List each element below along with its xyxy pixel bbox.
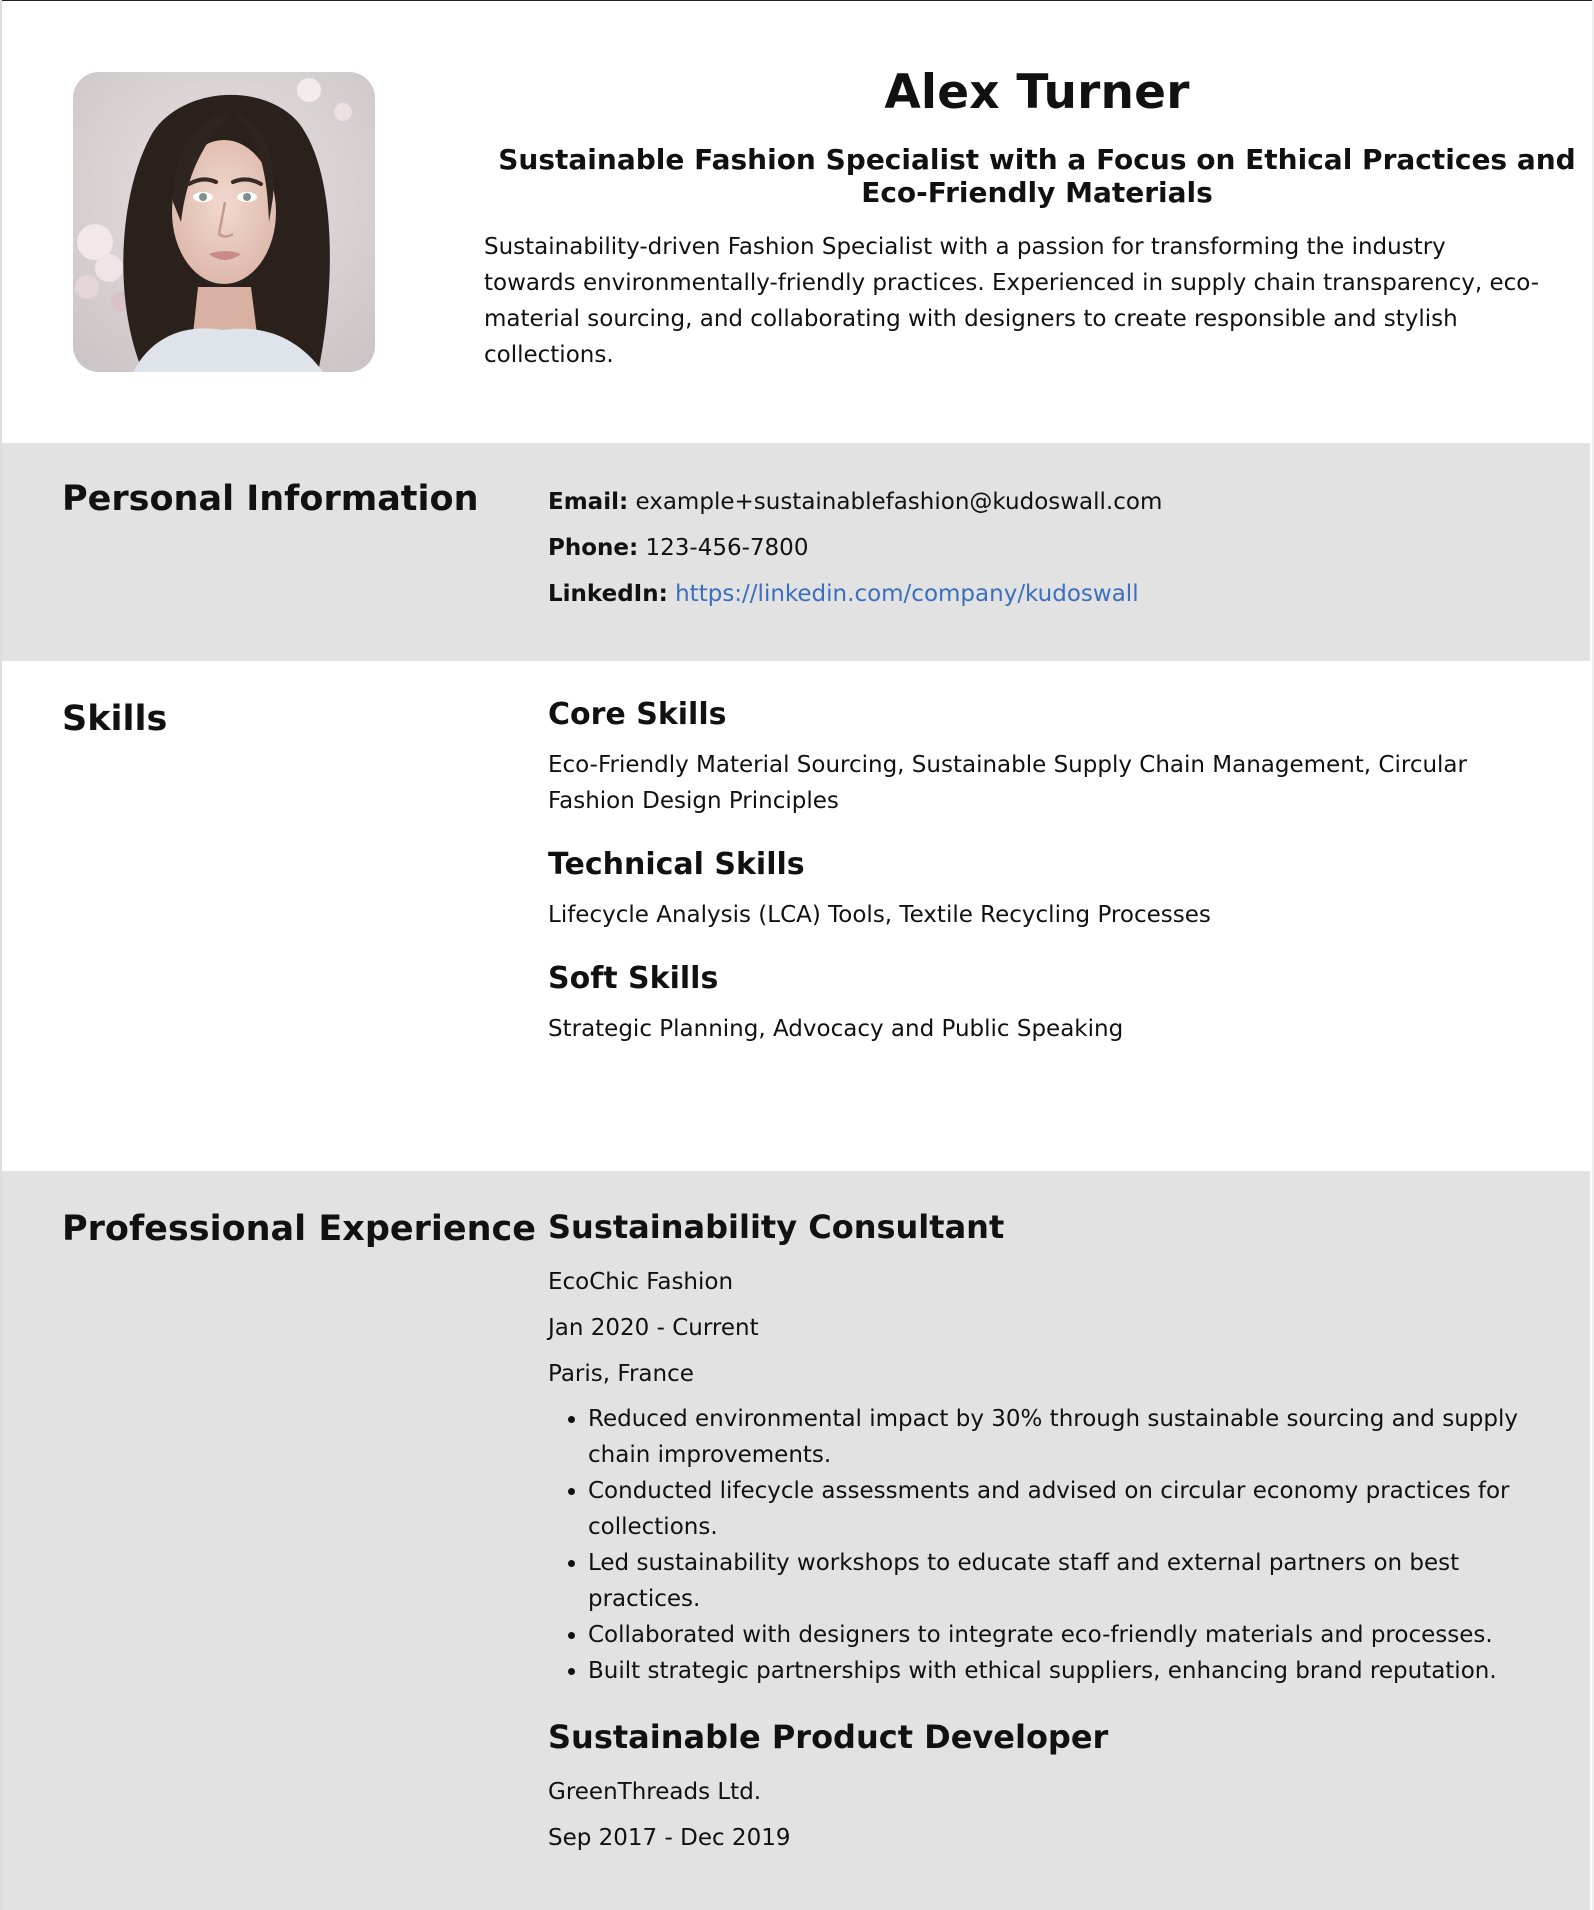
linkedin-link[interactable]: https://linkedin.com/company/kudoswall [675, 581, 1139, 607]
bullet-item: • Led sustainability workshops to educate staff and external partners on best practices. [588, 1545, 1538, 1617]
job-title: Sustainable Product Developer [548, 1718, 1109, 1756]
job-entry [548, 1205, 1538, 1689]
bullet-item: • Built strategic partnerships with ethical suppliers, enhancing brand reputation. [588, 1653, 1538, 1689]
skill-group-heading: Technical Skills [548, 847, 805, 882]
skill-group-heading: Soft Skills [548, 961, 719, 996]
linkedin-label: LinkedIn: [548, 581, 668, 607]
linkedin-line [548, 571, 1538, 617]
job-dates: Jan 2020 - Current [548, 1315, 759, 1341]
skill-group [548, 695, 1538, 819]
resume-header [2, 1, 1592, 443]
contact-details [548, 479, 1538, 617]
section-title: Professional Experience [62, 1209, 537, 1249]
phone-label: Phone: [548, 535, 639, 561]
job-company: EcoChic Fashion [548, 1269, 734, 1295]
skill-group [548, 959, 1538, 1047]
phone-line [548, 525, 1538, 571]
candidate-name: Alex Turner [884, 65, 1190, 120]
bullet-item: • Reduced environmental impact by 30% through sustainable sourcing and supply chain improvements. [588, 1401, 1538, 1473]
skill-group [548, 845, 1538, 933]
bullet-item: • Collaborated with designers to integrate eco-friendly materials and processes. [588, 1617, 1538, 1653]
skill-group-text: Lifecycle Analysis (LCA) Tools, Textile Recycling Processes [548, 902, 1211, 928]
skills-section [2, 661, 1590, 1171]
job-title: Sustainability Consultant [548, 1208, 1005, 1246]
bullet-item: • Conducted lifecycle assessments and advised on circular economy practices for collections. [588, 1473, 1538, 1545]
section-title: Personal Information [62, 479, 479, 519]
profile-photo [73, 72, 375, 372]
job-entry [548, 1715, 1538, 1861]
professional-experience-section [2, 1171, 1590, 1910]
phone-value: 123-456-7800 [645, 535, 809, 561]
section-title: Skills [62, 699, 168, 739]
email-line [548, 479, 1538, 525]
personal-information-section [2, 443, 1590, 661]
experience-list [548, 1205, 1538, 1861]
job-bullets [548, 1401, 1538, 1689]
job-company: GreenThreads Ltd. [548, 1779, 762, 1805]
job-location: Paris, France [548, 1361, 694, 1387]
left-border [0, 0, 2, 1910]
email-label: Email: [548, 489, 629, 515]
skill-group-text: Eco-Friendly Material Sourcing, Sustainable Supply Chain Management, Circular Fashion Design Principles [548, 752, 1467, 814]
candidate-headline: Sustainable Fashion Specialist with a Focus on Ethical Practices and Eco-Friendly Materials [498, 143, 1576, 209]
job-dates: Sep 2017 - Dec 2019 [548, 1825, 791, 1851]
email-value[interactable]: example+sustainablefashion@kudoswall.com [635, 489, 1163, 515]
skill-group-text: Strategic Planning, Advocacy and Public Speaking [548, 1016, 1124, 1042]
profile-summary: Sustainability-driven Fashion Specialist with a passion for transforming the industry towards environmentally-friendly practices. Experienced in supply chain transparency, eco-material sourcing, and collaborating with designers to create responsible and stylish collections. [484, 234, 1540, 368]
skill-group-heading: Core Skills [548, 697, 727, 732]
skills-list [548, 695, 1538, 1073]
